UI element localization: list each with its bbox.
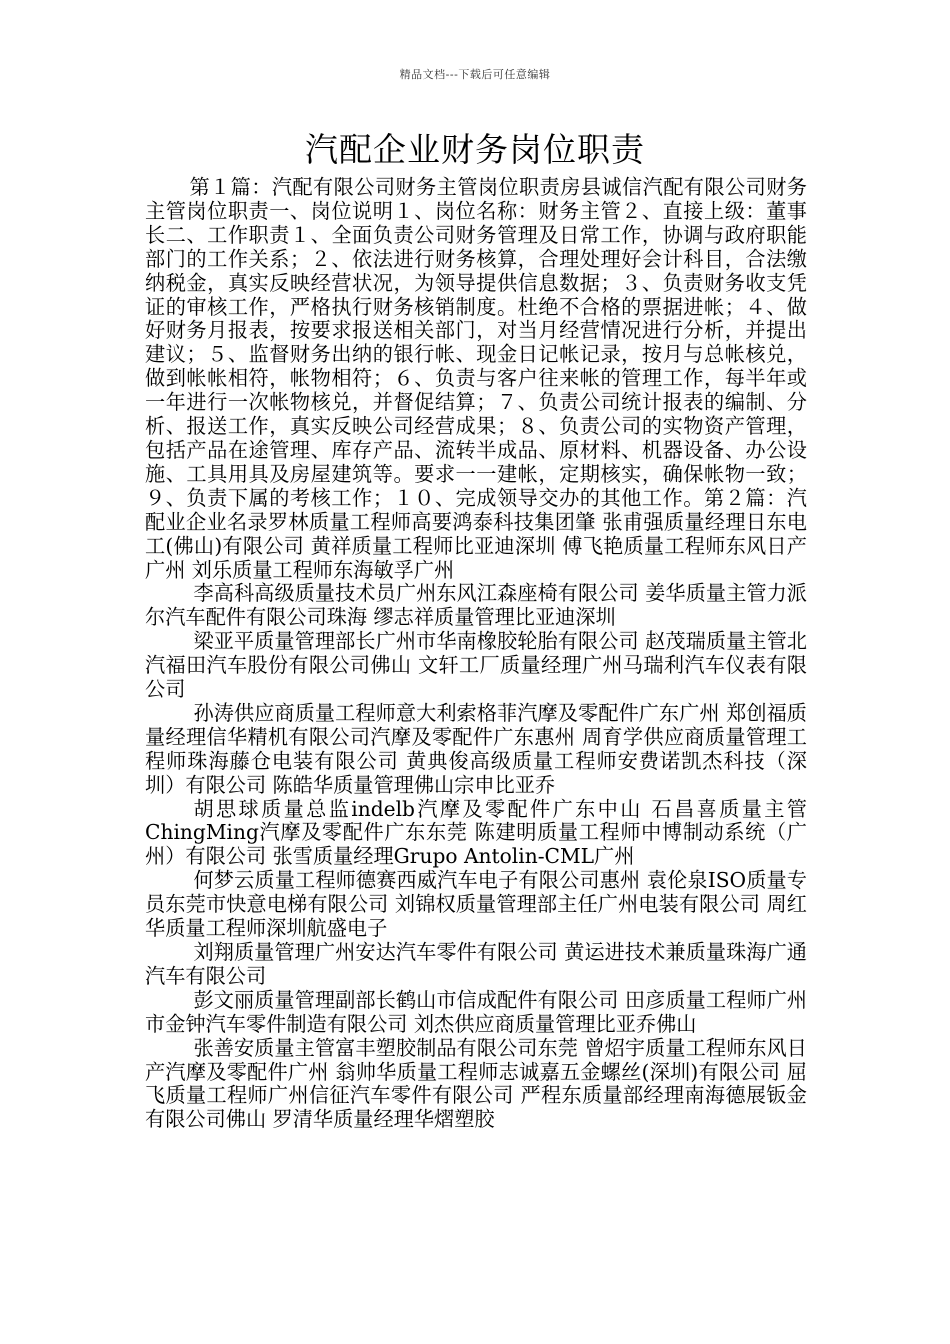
paragraph: 梁亚平质量管理部长广州市华南橡胶轮胎有限公司 赵茂瑞质量主管北汽福田汽车股份有限公司佛山 文轩工厂质量经理广州马瑞利汽车仪表有限公司 [145, 629, 807, 702]
paragraph: 孙涛供应商质量工程师意大利索格菲汽摩及零配件广东广州 郑创福质量经理信华精机有限公司汽摩及零配件广东惠州 周育学供应商质量管理工程师珠海藤仓电装有限公司 黄典俊高级质量工程师安费诺凯杰科技（深圳）有限公司 陈皓华质量管理佛山宗申比亚乔 [145, 700, 807, 797]
paragraph: 胡思球质量总监indelb汽摩及零配件广东中山 石昌喜质量主管ChingMing汽摩及零配件广东东莞 陈建明质量工程师中博制动系统（广州）有限公司 张雪质量经理Grupo Antolin-CML广州 [145, 796, 807, 869]
page-header-watermark: 精品文档---下载后可任意编辑 [399, 68, 551, 81]
paragraph: 彭文丽质量管理副部长鹤山市信成配件有限公司 田彦质量工程师广州市金钟汽车零件制造有限公司 刘杰供应商质量管理比亚乔佛山 [145, 987, 807, 1036]
paragraph: 李高科高级质量技术员广州东风江森座椅有限公司 姜华质量主管力派尔汽车配件有限公司珠海 缪志祥质量管理比亚迪深圳 [145, 581, 807, 630]
paragraph: 第１篇：汽配有限公司财务主管岗位职责房县诚信汽配有限公司财务主管岗位职责一、岗位说明１、岗位名称：财务主管２、直接上级：董事长二、工作职责１、全面负责公司财务管理及日常工作，协调与政府职能部门的工作关系；２、依法进行财务核算，合理处理好会计科目，合法缴纳税金，真实反映经营状况，为领导提供信息数据；３、负责财务收支凭证的审核工作，严格执行财务核销制度。杜绝不合格的票据进帐；４、做好财务月报表，按要求报送相关部门，对当月经营情况进行分析，并提出建议；５、监督财务出纳的银行帐、现金日记帐记录，按月与总帐核兑，做到帐帐相符，帐物相符；６、负责与客户往来帐的管理工作，每半年或一年进行一次帐物核兑，并督促结算；７、负责公司统计报表的编制、分析、报送工作，真实反映公司经营成果；８、负责公司的实物资产管理，包括产品在途管理、库存产品、流转半成品、原材料、机器设备、办公设施、工具用具及房屋建筑等。要求一一建帐，定期核实，确保帐物一致；９、负责下属的考核工作；１０、完成领导交办的其他工作。第２篇：汽配业企业名录罗林质量工程师高要鸿泰科技集团肇 张甫强质量经理日东电工(佛山)有限公司 黄祥质量工程师比亚迪深圳 傅飞艳质量工程师东风日产广州 刘乐质量工程师东海敏孚广州 [145, 175, 807, 582]
document-title: 汽配企业财务岗位职责 [305, 130, 645, 169]
paragraph: 何梦云质量工程师德赛西威汽车电子有限公司惠州 袁伦泉ISO质量专员东莞市快意电梯有限公司 刘锦权质量管理部主任广州电装有限公司 周红华质量工程师深圳航盛电子 [145, 868, 807, 941]
paragraph: 张善安质量主管富丰塑胶制品有限公司东莞 曾炤宇质量工程师东风日产汽摩及零配件广州 翁帅华质量工程师志诚嘉五金螺丝(深圳)有限公司 屈飞质量工程师广州信征汽车零件有限公司 严程东质量部经理南海德展钣金有限公司佛山 罗清华质量经理华熠塑胶 [145, 1035, 807, 1132]
paragraph: 刘翔质量管理广州安达汽车零件有限公司 黄运进技术兼质量珠海广通汽车有限公司 [145, 940, 807, 988]
document-body [145, 176, 807, 1132]
